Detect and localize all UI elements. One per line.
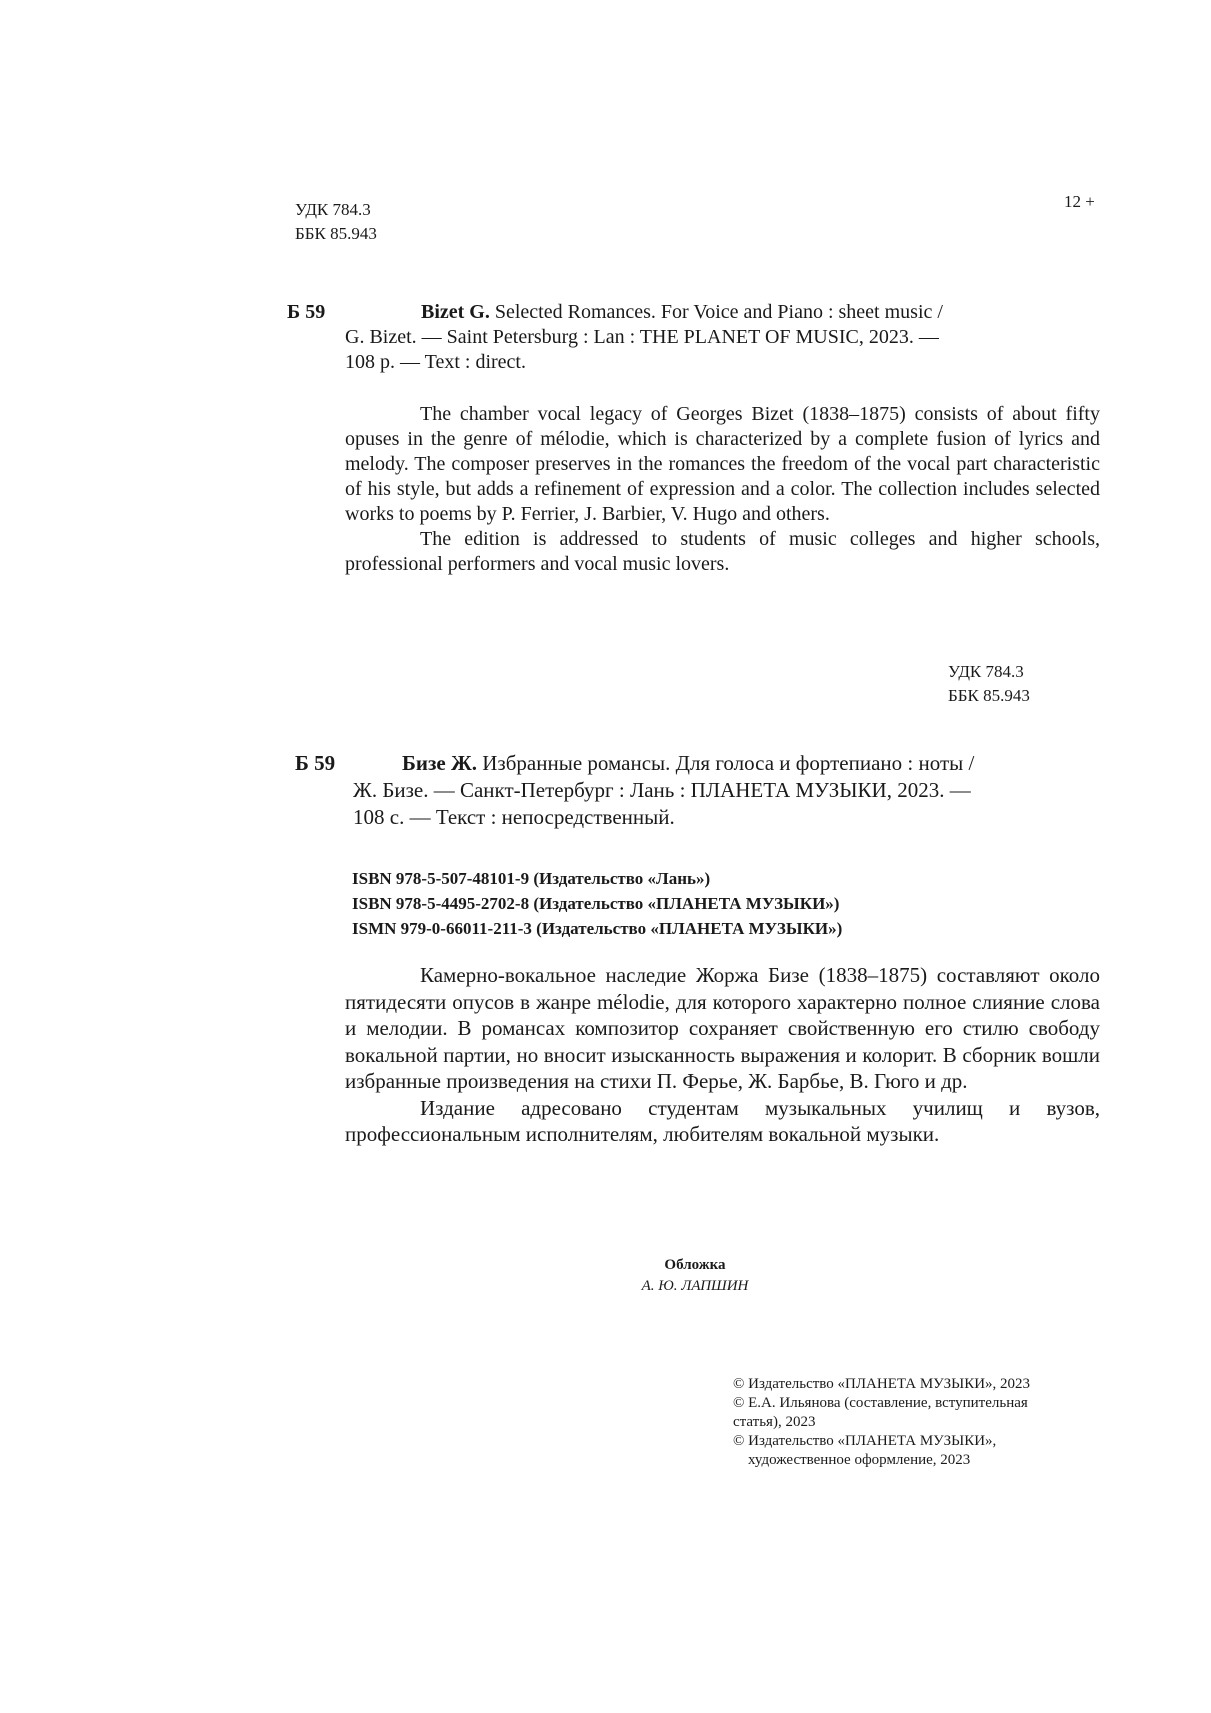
english-bib-title: Selected Romances. For Voice and Piano : sheet music /: [494, 301, 943, 323]
russian-bib-line2: Ж. Бизе. — Санкт-Петербург : Лань : ПЛАНЕТА МУЗЫКИ, 2023. —: [353, 778, 971, 802]
isbn-planeta: ISBN 978-5-4495-2702-8 (Издательство «ПЛАНЕТА МУЗЫКИ»): [352, 894, 840, 913]
russian-code-text: Б 59: [295, 751, 336, 775]
russian-para2: Издание адресовано студентам музыкальных училищ и вузов, профессиональным исполнителям, любителям вокальной музыки.: [345, 1095, 1100, 1146]
copyright-block: [733, 1375, 1030, 1470]
copyright-line5: художественное оформление, 2023: [748, 1452, 971, 1468]
isbn-block: [352, 866, 842, 941]
udk-code: УДК 784.3: [295, 200, 371, 219]
copyright-line4: © Издательство «ПЛАНЕТА МУЗЫКИ»,: [733, 1433, 997, 1449]
copyright-line3: статья), 2023: [733, 1414, 816, 1430]
russian-bib-line1: [402, 750, 974, 777]
russian-code: [295, 750, 335, 777]
udk-code-right: УДК 784.3: [948, 662, 1024, 681]
english-bib-line1: [421, 300, 943, 325]
english-bib-line3: 108 p. — Text : direct.: [345, 351, 526, 373]
classification-header: [295, 198, 377, 246]
russian-annotation: [345, 962, 1100, 1148]
classification-right: [948, 660, 1030, 708]
ismn-planeta: ISMN 979-0-66011-211-3 (Издательство «ПЛАНЕТА МУЗЫКИ»): [352, 919, 843, 938]
russian-bib-title: Избранные романсы. Для голоса и фортепиано : ноты /: [482, 751, 975, 775]
bbk-code: ББК 85.943: [295, 224, 377, 243]
english-bib-cont: [345, 325, 939, 375]
copyright-line1: © Издательство «ПЛАНЕТА МУЗЫКИ», 2023: [733, 1376, 1031, 1392]
english-para2: The edition is addressed to students of music colleges and higher schools, professional performers and vocal music lovers.: [345, 528, 1100, 575]
english-bib-line2: G. Bizet. — Saint Petersburg : Lan : THE PLANET OF MUSIC, 2023. —: [345, 326, 939, 348]
isbn-lan: ISBN 978-5-507-48101-9 (Издательство «Лань»): [352, 869, 711, 888]
english-annotation: [345, 402, 1100, 577]
russian-bib-line3: 108 с. — Текст : непосредственный.: [353, 804, 675, 829]
age-rating: 12 +: [1064, 192, 1095, 211]
copyright-line2: © Е.А. Ильянова (составление, вступительная: [733, 1395, 1028, 1411]
cover-artist: А. Ю. ЛАПШИН: [641, 1278, 749, 1294]
english-code: [287, 300, 325, 325]
russian-para1: Камерно-вокальное наследие Жоржа Бизе (1838–1875) составляют около пятидесяти опусов в жанре mélodie, для которого характерно полное слияние слова и мелодии. В романсах композитор сохраняет свойственную его стилю свободу вокальной партии, но вносит изысканность выражения и колорит. В сборник вошли избранные произведения на стихи П. Ферье, Ж. Барбье, В. Гюго и др.: [345, 963, 1100, 1093]
english-code-text: Б 59: [287, 301, 326, 323]
cover-label: Обложка: [664, 1257, 726, 1273]
russian-bib-cont: [353, 777, 971, 830]
cover-credit: [545, 1255, 845, 1297]
bbk-code-right: ББК 85.943: [948, 686, 1030, 705]
english-author: Bizet G.: [421, 301, 490, 323]
english-para1: The chamber vocal legacy of Georges Bizet (1838–1875) consists of about fifty opuses in the genre of mélodie, which is characterized by a complete fusion of lyrics and melody. The composer preserves in the romances the freedom of the vocal part characteristic of his style, but adds a refinement of expression and a color. The collection includes selected works to poems by P. Ferrier, J. Barbier, V. Hugo and others.: [345, 403, 1100, 525]
russian-author: Бизе Ж.: [402, 751, 478, 775]
